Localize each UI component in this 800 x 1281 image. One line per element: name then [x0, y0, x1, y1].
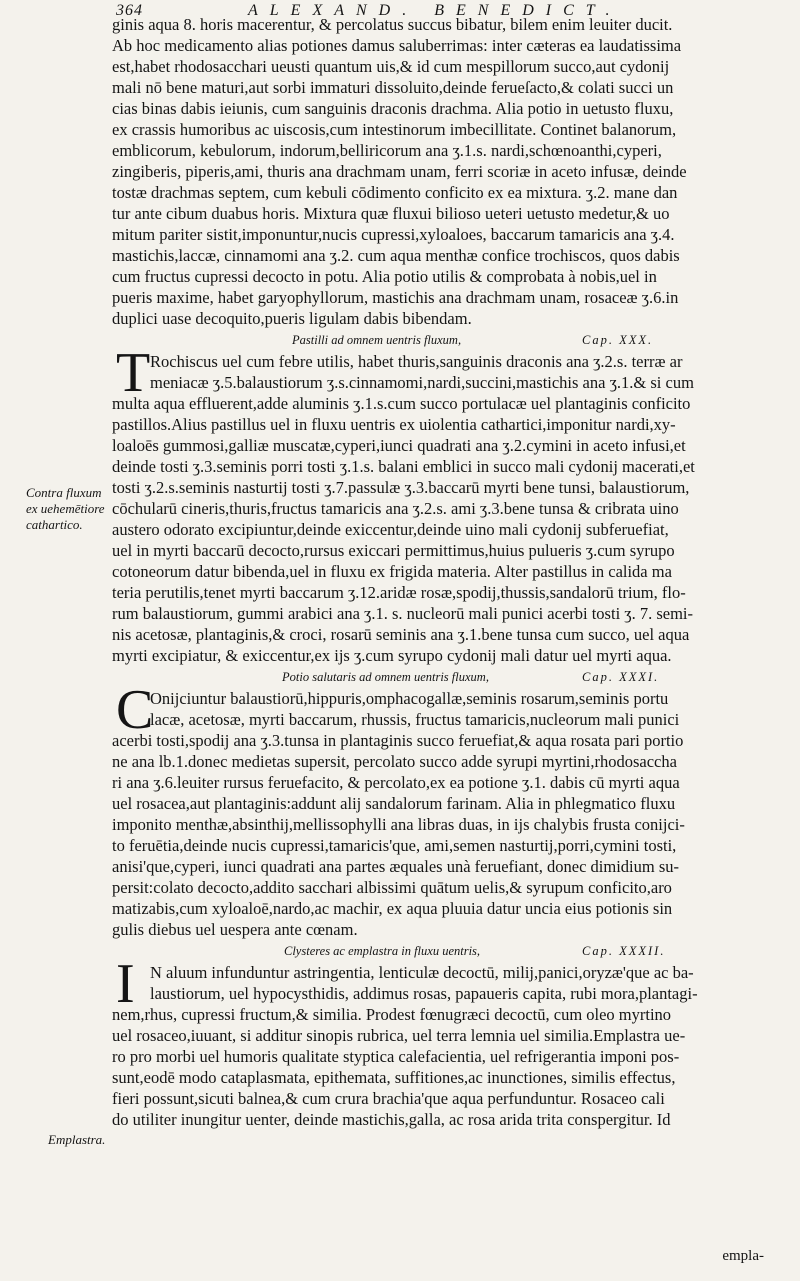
text-line: teria perutilis,tenet myrti baccarum ʒ.12.aridæ rosæ,spodij,thussis,sandalorū trium, flo- — [112, 583, 686, 602]
section-heading-cap-31 — [112, 666, 774, 688]
text-line: nem,rhus, cupressi fructum,& similia. Prodest fœnugræci decoctū, cum oleo myrtino — [112, 1005, 672, 1024]
paragraph-block-1 — [112, 14, 774, 329]
text-line: austero odorato excipiuntur,deinde exiccentur,deinde uino mali cydonij subferuefiat, — [112, 520, 669, 539]
section-body-cap-31 — [112, 679, 774, 940]
text-line: imponito menthæ,absinthij,mellissophylli ana libras duas, in ijs chalybis frusta conijci- — [112, 815, 685, 834]
text-line: loaloēs gummosi,galliæ muscatæ,cyperi,iunci quadrati ana ʒ.2.cymini in aceto infusi,et — [112, 436, 686, 455]
chapter-number: Cap. XXX. — [582, 333, 654, 347]
text-line: Rochiscus uel cum febre utilis, habet thuris,sanguinis draconis ana ʒ.2.s. terræ ar — [150, 352, 683, 371]
text-line: deinde tosti ʒ.3.seminis porri tosti ʒ.1.s. balani emblici in succo mali cydonij macerati,et — [112, 457, 695, 476]
text-line: uel rosaceo,iuuant, si additur sinopis rubrica, uel terra lemnia uel similia.Emplastra ue- — [112, 1026, 686, 1045]
text-line: nis acetosæ, plantaginis,& croci, rosarū seminis ana ʒ.1.bene tunsa cum succo, uel aqua — [112, 625, 690, 644]
text-line: anisi'que,cyperi, iunci quadrati ana partes æquales unà feruefiant, donec dimidium su- — [112, 857, 679, 876]
text-line: mastichis,laccæ, cinnamomi ana ʒ.2. cum aqua menthæ confice trochiscos, quos dabis — [112, 246, 680, 265]
running-head: ALEXAND. BENEDICT. — [248, 2, 622, 19]
text-line: acerbi tosti,spodij ana ʒ.3.tunsa in plantaginis succo feruefiat,& aqua rosata pari portio — [112, 731, 684, 750]
text-line: pueris maxime, habet garyophyllorum, mastichis ana drachmam unam, rosaceæ ʒ.6.in — [112, 288, 679, 307]
text-line: matizabis,cum xyloaloē,nardo,ac machir, ex aqua pluuia datur uncia eius potionis sin — [112, 899, 673, 918]
text-line: cotoneorum datur bibenda,uel in fluxu ex frigida materia. Alter pastillus in calida ma — [112, 562, 672, 581]
text-line: ne ana lb.1.donec medietas supersit, percolato succo adde syrupi myrtini,rhodosaccha — [112, 752, 677, 771]
text-line: multa aqua effluerent,adde aluminis ʒ.1.s.cum succo portulacæ uel plantaginis conficito — [112, 394, 691, 413]
text-line: ro pro morbi uel humoris qualitate styptica calefacientia, uel refrigerantia imponi pos- — [112, 1047, 680, 1066]
margin-note-line: Contra fluxum — [26, 485, 102, 500]
text-line: N aluum infunduntur astringentia, lenticulæ decoctū, milij,panici,oryzæ'que ac ba- — [150, 963, 694, 982]
text-line: cias binas dabis ieiunis, cum sanguinis draconis drachma. Alia potio in uetusto fluxu, — [112, 99, 674, 118]
text-line: tur ante cibum duabus horis. Mixtura quæ fluxui bilioso ueteri uetusto medetur,& uo — [112, 204, 670, 223]
text-line: uel in myrti baccarū decocto,rursus exiccari permittimus,huius pulueris ʒ.cum syrupo — [112, 541, 675, 560]
text-line: duplici uase decoquito,pueris ligulam dabis bibendam. — [112, 309, 472, 328]
page-number: 364 — [116, 2, 143, 19]
text-line: tosti ʒ.2.s.seminis nasturtij tosti ʒ.7.passulæ ʒ.3.baccarū myrti bene tunsi, balaustiorum, — [112, 478, 690, 497]
text-line: ex crassis humoribus ac uiscosis,cum intestinorum imbecillitate. Continet balanorum, — [112, 120, 677, 139]
text-line: myrti excipiatur, & exiccentur,ex ijs ʒ.cum syrupo cydonij mali datur uel myrti aqua. — [112, 646, 672, 665]
text-line: tostæ drachmas septem, cum kebuli cōdimento conficito ex ea mixtura. ʒ.2. mane dan — [112, 183, 678, 202]
text-line: mitum pariter sistit,imponuntur,nucis cupressi,xyloaloes, baccarum tamaricis ana ʒ.4. — [112, 225, 675, 244]
text-line: to feruētia,deinde nucis cupressi,tamaricis'que, ami,semen nasturtij,porri,cymini tosti, — [112, 836, 677, 855]
text-line: fieri possunt,sicuti balnea,& cum crura brachia'que aqua perfunduntur. Rosaceo cali — [112, 1089, 665, 1108]
drop-cap: I — [116, 953, 135, 1015]
text-line: laustiorum, uel hypocysthidis, addimus rosas, papaueris capita, rubi mora,plantagi- — [150, 984, 698, 1003]
section-title: Clysteres ac emplastra in fluxu uentris, — [284, 944, 481, 958]
section-body-cap-32 — [112, 953, 774, 1130]
section-title: Potio salutaris ad omnem uentris fluxum, — [282, 670, 489, 684]
text-line: sunt,eodē modo cataplasmata, epithemata, suffitiones,ac inunctiones, similis effectus, — [112, 1068, 676, 1087]
text-line: emblicorum, kebulorum, indorum,belliricorum ana ʒ.1.s. nardi,schœnoanthi,cyperi, — [112, 141, 662, 160]
chapter-number: Cap. XXXII. — [582, 944, 666, 958]
margin-note-contra-fluxum — [26, 485, 105, 533]
text-line: rum balaustiorum, gummi arabici ana ʒ.1. s. nucleorū mali punici acerbi tosti ʒ. 7. semi- — [112, 604, 694, 623]
text-line: zingiberis, piperis,ami, thuris ana drachmam unam, ferri scoriæ in aceto infusæ, deinde — [112, 162, 687, 181]
text-line: lacæ, acetosæ, myrti baccarum, rhussis, fructus tamaricis,nucleorum mali punici — [150, 710, 680, 729]
text-line: pastillos.Alius pastillus uel in fluxu uentris ex uiolentia cathartici,imponitur nardi,xy- — [112, 415, 676, 434]
section-body-cap-30 — [112, 342, 774, 666]
text-line: Onijciuntur balaustiorū,hippuris,omphacogallæ,seminis rosarum,seminis portu — [150, 689, 669, 708]
margin-note-emplastra: Emplastra. — [48, 1132, 106, 1147]
text-line: persit:colato decocto,addito sacchari albissimi quātum uelis,& syrupum conficito,aro — [112, 878, 672, 897]
text-line: do utiliter inungitur uenter, deinde mastichis,galla, ac rosa arida trita conspergitur. Id — [112, 1110, 671, 1129]
chapter-number: Cap. XXXI. — [582, 670, 660, 684]
section-heading-cap-32 — [112, 940, 774, 962]
margin-note-line: ex uehemētiore — [26, 501, 105, 516]
text-line: cōchularū cineris,thuris,fructus tamaricis ana ʒ.2.s. ami ʒ.3.bene tunsa & cribrata uino — [112, 499, 679, 518]
text-line: mali nō bene maturi,aut sorbi immaturi dissoluito,deinde ferueſacto,& colati succi un — [112, 78, 674, 97]
section-title: Pastilli ad omnem uentris fluxum, — [292, 333, 462, 347]
section-heading-cap-30 — [112, 329, 774, 351]
drop-cap: C — [116, 679, 154, 741]
text-line: ginis aqua 8. horis macerentur, & percolatus succus bibatur, bilem enim leuiter ducit. — [112, 15, 673, 34]
drop-cap: T — [116, 342, 151, 404]
catchword: empla- — [722, 1248, 764, 1264]
margin-note-line: cathartico. — [26, 517, 83, 532]
text-line: cum fructus cupressi decocto in potu. Alia potio utilis & comprobata à nobis,uel in — [112, 267, 657, 286]
text-line: gulis diebus uel uespera ante cœnam. — [112, 920, 358, 939]
text-line: ri ana ʒ.6.leuiter rursus feruefacito, & percolato,ex ea potione ʒ.1. dabis cū myrti aqua — [112, 773, 680, 792]
text-line: Ab hoc medicamento alias potiones damus saluberrimas: inter cæteras ea laudatissima — [112, 36, 682, 55]
text-line: est,habet rhodosacchari ueusti quantum uis,& id cum mespillorum succo,aut cydonij — [112, 57, 670, 76]
text-line: meniacæ ʒ.5.balaustiorum ʒ.s.cinnamomi,nardi,succini,mastichis ana ʒ.1.& si cum — [150, 373, 694, 392]
text-column — [112, 14, 774, 1130]
text-line: uel rosacea,aut plantaginis:addunt alij sandalorum farinam. Alia in phlegmatico fluxu — [112, 794, 676, 813]
